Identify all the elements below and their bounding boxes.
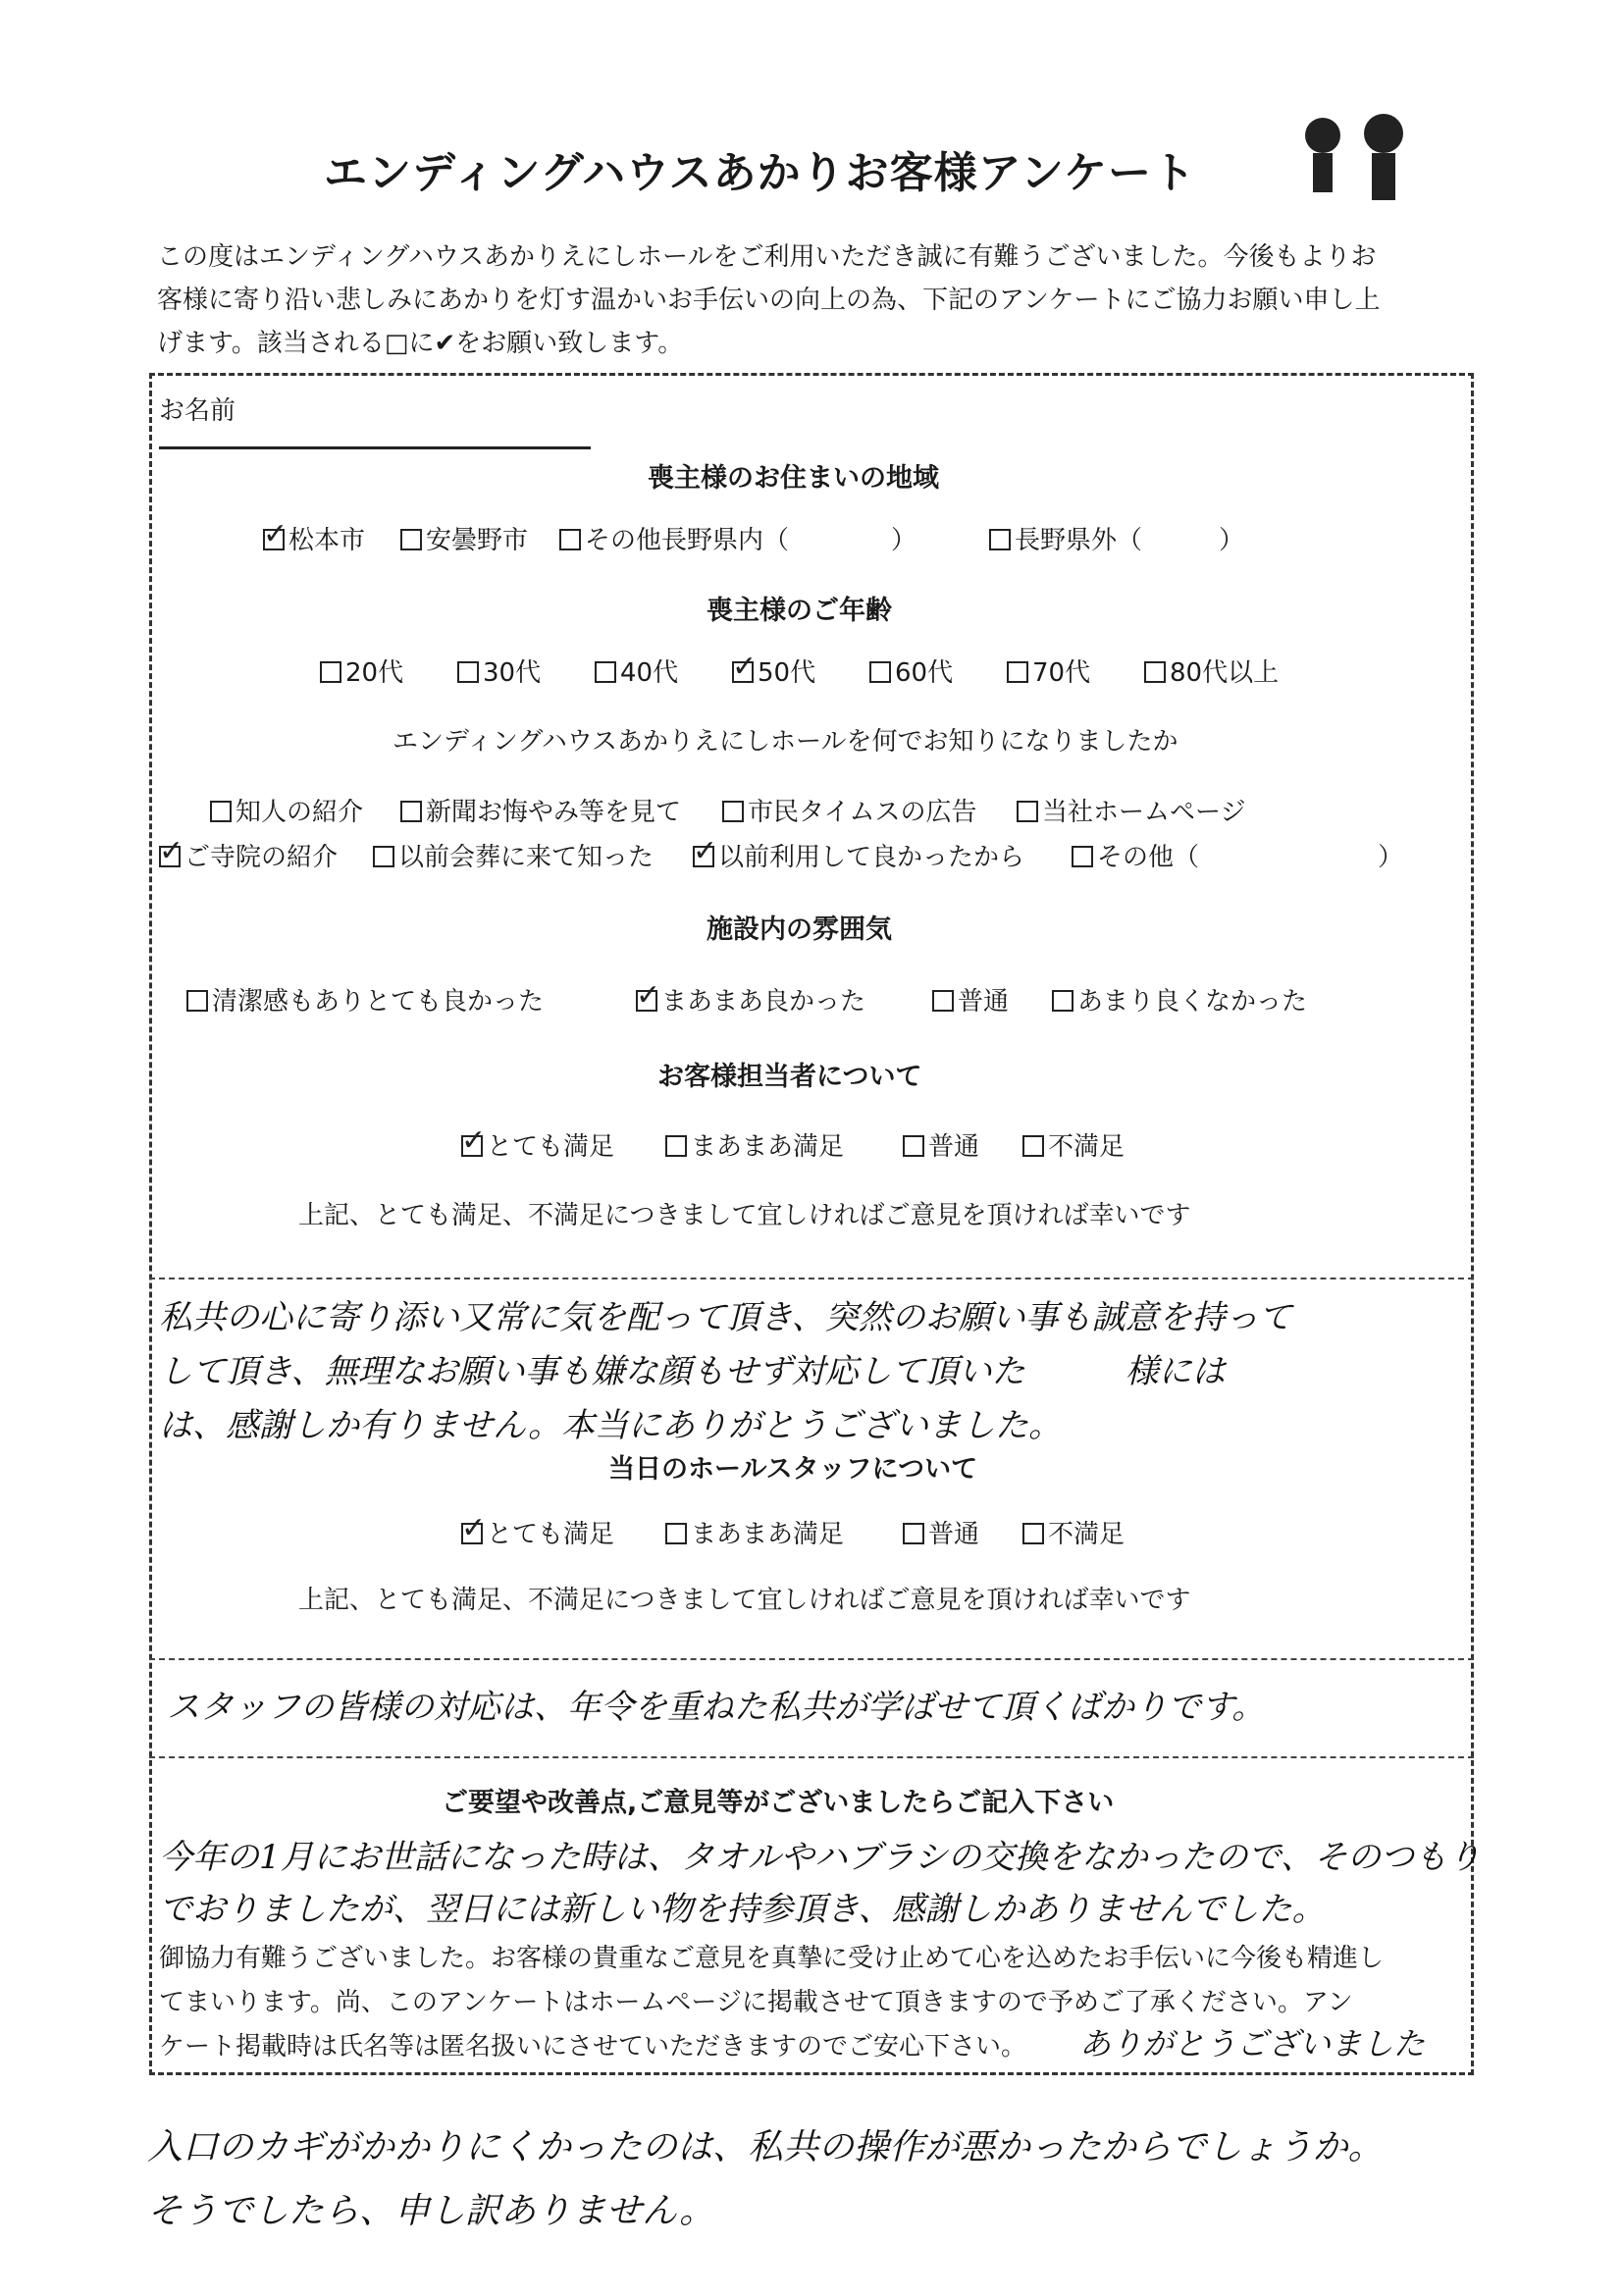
option-label: 清潔感もありとても良かった [212,987,545,1017]
q7-heading: ご要望や改善点,ご意見等がございましたらご記入下さい [442,1788,1115,1818]
q5-option-fairly-satisfied[interactable] [665,1126,844,1163]
footer-note-line-1: 入口のカギがかかりにくかったのは、私共の操作が悪かったからでしょうか。 [147,2127,1384,2167]
option-label: 知人の紹介 [236,798,364,827]
intro-line-2: 客様に寄り沿い悲しみにあかりを灯す温かいお手伝いの向上の為、下記のアンケートにご協力お願い申し上 [157,286,1381,315]
checkbox[interactable] [1052,990,1073,1012]
checkbox[interactable] [1007,661,1028,683]
checkbox[interactable] [373,846,394,867]
q2-option-30s[interactable] [457,652,541,689]
checkbox[interactable] [186,990,208,1012]
option-label: 普通 [958,987,1010,1017]
checkbox[interactable] [400,529,422,550]
checkbox[interactable] [1022,1523,1044,1544]
q3-option-previous-use[interactable] [693,837,1024,873]
option-label: 70代 [1032,658,1091,688]
q1-heading: 喪主様のお住まいの地域 [648,463,939,494]
q6-option-normal[interactable] [903,1514,979,1550]
q2-option-50s[interactable] [732,652,815,689]
checkbox[interactable] [1017,801,1038,822]
q6-heading: 当日のホールスタッフについて [608,1454,978,1485]
q4-option-fairly-good[interactable] [636,981,865,1018]
q2-option-80s-plus[interactable] [1144,652,1279,689]
option-label: その他（ ） [1097,843,1404,872]
q1-option-other-nagano[interactable] [559,520,916,556]
staff-figures-icon [1295,108,1423,216]
checkbox[interactable] [400,801,422,822]
option-label: 40代 [620,658,679,688]
q3-option-other[interactable] [1072,837,1403,873]
option-label: 以前利用して良かったから [718,843,1025,872]
q2-option-20s[interactable] [320,652,403,689]
option-label: 新聞お悔やみ等を見て [426,798,682,827]
q5-comment-top-divider [149,1278,1474,1279]
option-label: 不満足 [1048,1520,1126,1549]
option-label: まあまあ良かった [661,987,866,1017]
q3-option-temple[interactable] [159,837,338,873]
closing-line-2: てまいります。尚、このアンケートはホームページに掲載させて頂きますので予めご了承ください。アン [159,1988,1353,2017]
name-label: お名前 [159,396,236,426]
q4-option-very-good[interactable] [186,981,544,1018]
checkbox[interactable] [210,801,232,822]
option-label: 当社ホームページ [1042,798,1246,827]
checkbox[interactable] [903,1523,924,1544]
checkbox-checked[interactable] [263,529,285,550]
closing-line-1: 御協力有難うございました。お客様の貴重なご意見を真摯に受け止めて心を込めたお手伝いに今後も精進し [159,1944,1385,1973]
option-label: 普通 [928,1132,980,1162]
closing-handwritten-thanks: ありがとうございました [1079,2025,1426,2062]
q5-option-dissatisfied[interactable] [1022,1126,1125,1163]
q3-option-homepage[interactable] [1017,792,1245,828]
option-label: とても満足 [487,1132,615,1162]
option-label: 松本市 [288,526,366,555]
q5-comment-line-3: は、感謝しか有りません。本当にありがとうございました。 [159,1406,1063,1445]
q5-heading: お客様担当者について [657,1062,922,1092]
checkbox[interactable] [595,661,616,683]
option-label: 20代 [345,658,404,688]
checkbox[interactable] [665,1523,687,1544]
q2-option-70s[interactable] [1007,652,1090,689]
option-label: ご寺院の紹介 [184,843,339,872]
option-label: まあまあ満足 [691,1520,845,1549]
q4-option-normal[interactable] [932,981,1009,1018]
checkbox[interactable] [722,801,744,822]
option-label: あまり良くなかった [1077,987,1308,1017]
checkbox-checked[interactable] [461,1523,483,1544]
option-label: 以前会葬に来て知った [398,843,654,872]
checkbox[interactable] [869,661,891,683]
q5-comment-line-1: 私共の心に寄り添い又常に気を配って頂き、突然のお願い事も誠意を持って [159,1298,1292,1337]
q4-heading: 施設内の雰囲気 [707,914,892,945]
checkbox[interactable] [665,1135,687,1157]
checkbox-checked[interactable] [159,846,181,867]
option-label: 不満足 [1048,1132,1126,1162]
intro-line-3: げます。該当される□に✔をお願い致します。 [157,329,684,358]
checkbox[interactable] [989,529,1011,550]
checkbox-checked[interactable] [732,661,754,683]
intro-line-1: この度はエンディングハウスあかりえにしホールをご利用いただき誠に有難うございました。今後もよりお [157,242,1377,272]
checkbox[interactable] [1144,661,1166,683]
q6-prompt: 上記、とても満足、不満足につきまして宜しければご意見を頂ければ幸いです [298,1586,1191,1615]
checkbox-checked[interactable] [461,1135,483,1157]
q3-option-shimin-times[interactable] [722,792,976,828]
q6-option-fairly-satisfied[interactable] [665,1514,844,1550]
option-label: 長野県外（ ） [1015,526,1245,555]
q3-option-previous-funeral[interactable] [373,837,654,873]
option-label: その他長野県内（ ） [585,526,917,555]
option-label: 普通 [928,1520,980,1549]
option-label: 市民タイムスの広告 [748,798,977,827]
q5-option-normal[interactable] [903,1126,979,1163]
checkbox-checked[interactable] [693,846,714,867]
option-label: とても満足 [487,1520,615,1549]
checkbox[interactable] [320,661,341,683]
option-label: 80代以上 [1170,658,1280,688]
q6-option-dissatisfied[interactable] [1022,1514,1125,1550]
q3-option-acquaintance[interactable] [210,792,363,828]
q3-heading: エンディングハウスあかりえにしホールを何でお知りになりましたか [393,727,1178,757]
q3-option-newspaper[interactable] [400,792,681,828]
q6-comment-bottom-divider [149,1756,1474,1758]
q2-option-60s[interactable] [869,652,953,689]
q6-comment-line-1: スタッフの皆様の対応は、年令を重ねた私共が学ばせて頂くばかりです。 [167,1688,1266,1727]
q6-comment-top-divider [149,1658,1474,1660]
closing-line-3: ケート掲載時は氏名等は匿名扱いにさせていただきますのでご安心下さい。 [159,2032,1027,2061]
q5-prompt: 上記、とても満足、不満足につきまして宜しければご意見を頂ければ幸いです [298,1201,1191,1230]
checkbox[interactable] [1072,846,1093,867]
option-label: 30代 [483,658,542,688]
q7-comment-line-1: 今年の1月にお世話になった時は、タオルやハブラシの交換をなかったので、そのつもり [159,1838,1481,1877]
q2-heading: 喪主様のご年齢 [707,596,892,626]
checkbox[interactable] [1022,1135,1044,1157]
q5-comment-line-2: して頂き、無理なお願い事も嫌な顔もせず対応して頂いた 様には [159,1352,1226,1391]
q1-option-azumino[interactable] [400,520,528,556]
q4-option-not-good[interactable] [1052,981,1307,1018]
option-label: 50代 [758,658,816,688]
q2-option-40s[interactable] [595,652,678,689]
footer-note-line-2: そうでしたら、申し訳ありません。 [147,2191,715,2231]
option-label: 60代 [895,658,954,688]
q6-option-very-satisfied[interactable] [461,1514,614,1550]
q1-option-outside-nagano[interactable] [989,520,1244,556]
option-label: まあまあ満足 [691,1132,845,1162]
checkbox[interactable] [457,661,479,683]
q1-option-matsumoto[interactable] [263,520,365,556]
q7-comment-line-2: でおりましたが、翌日には新しい物を持参頂き、感謝しかありませんでした。 [159,1890,1326,1929]
checkbox[interactable] [559,529,581,550]
checkbox-checked[interactable] [636,990,657,1012]
q5-option-very-satisfied[interactable] [461,1126,614,1163]
survey-title: エンディングハウスあかりお客様アンケート [324,148,1196,198]
checkbox[interactable] [932,990,954,1012]
checkbox[interactable] [903,1135,924,1157]
name-underline [159,446,591,449]
option-label: 安曇野市 [426,526,529,555]
